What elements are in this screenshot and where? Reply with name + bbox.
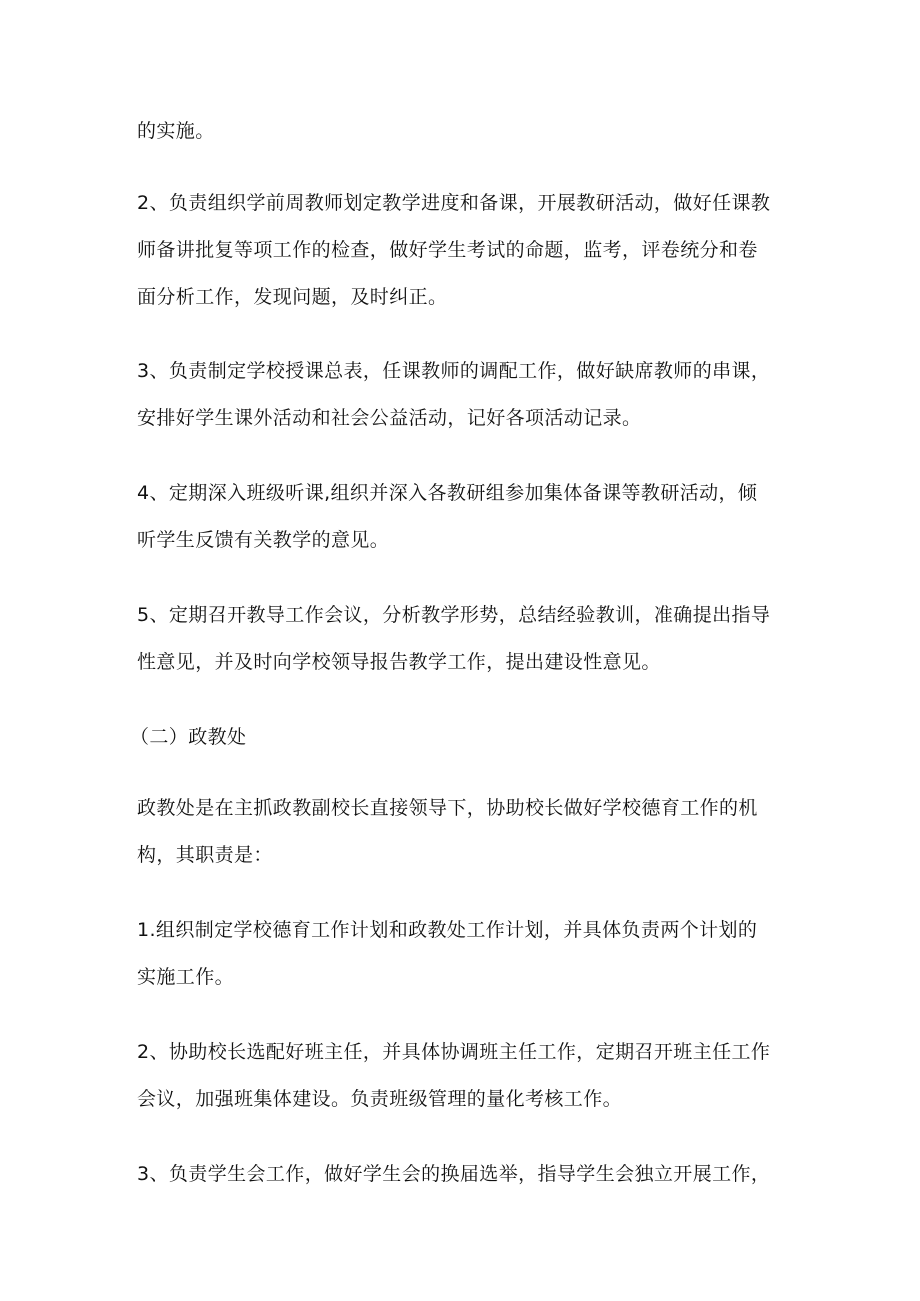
paragraph-item-3b <box>137 1151 797 1198</box>
paragraph-item-2 <box>137 180 797 321</box>
paragraph-item-3 <box>137 348 797 442</box>
text-line: 实施工作。 <box>137 966 235 988</box>
text-line: 师备讲批复等项工作的检查，做好学生考试的命题，监考，评卷统分和卷 <box>137 239 758 261</box>
heading-text: （二）政教处 <box>130 726 247 748</box>
text-line: 1.组织制定学校德育工作计划和政教处工作计划，并具体负责两个计划的 <box>137 919 758 941</box>
paragraph-intro <box>137 785 797 879</box>
text-line: 构，其职责是： <box>137 844 273 866</box>
text-line: 2、协助校长选配好班主任，并具体协调班主任工作，定期召开班主任工作 <box>137 1041 771 1063</box>
text-line: 会议，加强班集体建设。负责班级管理的量化考核工作。 <box>137 1088 623 1110</box>
text-line: 政教处是在主抓政教副校长直接领导下，协助校长做好学校德育工作的机 <box>137 797 758 819</box>
paragraph-item-1 <box>137 907 797 1001</box>
paragraph-item-4 <box>137 470 797 564</box>
text-line: 2、负责组织学前周教师划定教学进度和备课，开展教研活动，做好任课教 <box>137 192 771 214</box>
text-line: 性意见，并及时向学校领导报告教学工作，提出建设性意见。 <box>137 651 661 673</box>
paragraph-continuation <box>137 108 797 155</box>
text-line: 5、定期召开教导工作会议，分析教学形势，总结经验教训，准确提出指导 <box>137 604 771 626</box>
text-line: 面分析工作，发现问题，及时纠正。 <box>137 286 448 308</box>
text-line: 听学生反馈有关教学的意见。 <box>137 529 390 551</box>
text-line: 3、负责制定学校授课总表，任课教师的调配工作，做好缺席教师的串课， <box>137 360 771 382</box>
paragraph-item-2b <box>137 1029 797 1123</box>
paragraph-item-5 <box>137 592 797 686</box>
text-line: 安排好学生课外活动和社会公益活动，记好各项活动记录。 <box>137 407 642 429</box>
text-line: 4、定期深入班级听课,组织并深入各教研组参加集体备课等教研活动，倾 <box>137 482 758 504</box>
text-line: 的实施。 <box>137 120 215 142</box>
section-heading <box>130 714 790 761</box>
text-line: 3、负责学生会工作，做好学生会的换届选举，指导学生会独立开展工作， <box>137 1163 771 1185</box>
